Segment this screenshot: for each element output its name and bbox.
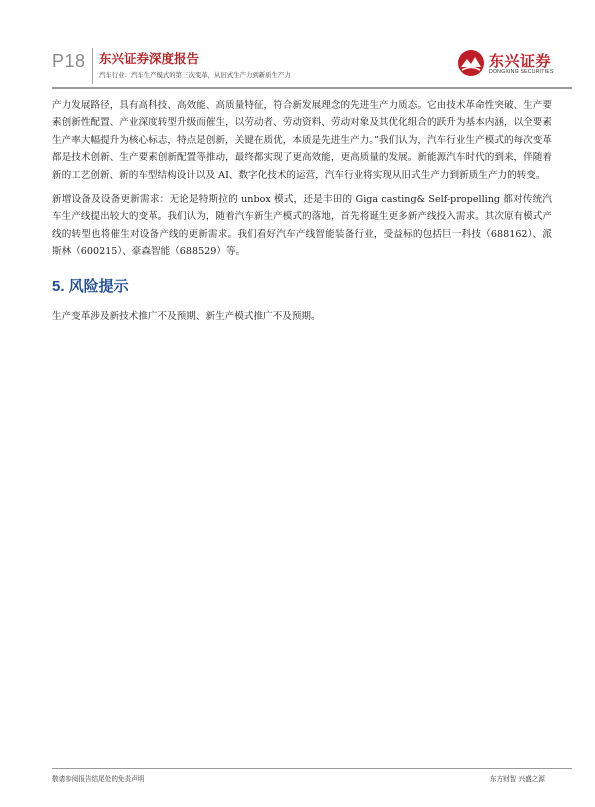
header-divider — [92, 48, 93, 84]
page-number: P18 — [52, 51, 86, 71]
page-header — [0, 0, 595, 92]
logo-name-cn: 东兴证券 — [489, 52, 552, 70]
logo-mark-icon — [457, 49, 485, 77]
logo-name-en: DONGXING SECURITIES — [489, 69, 554, 75]
report-body — [52, 97, 552, 332]
body-paragraph: 产力发展路径，具有高科技、高效能、高质量特征，符合新发展理念的先进生产力质态。它由技术革命性突破、生产要素创新性配置、产业深度转型升级而催生，以劳动者、劳动资料、劳动对象及其优化组合的跃升为基本内涵，以全要素生产率大幅提升为核心标志，特点是创新，关键在质优，本质是先进生产力。”我们认为，汽车行业生产模式的每次变革都是技术创新、生产要素创新配置等推动，最终都实现了更高效能，更高质量的发展。新能源汽车时代的到来，伴随着新的工艺创新、新的车型结构设计以及 AI、数字化技术的运营，汽车行业将实现从旧式生产力到新质生产力的转变。 — [52, 100, 552, 181]
company-logo — [457, 49, 571, 79]
report-title: 东兴证券深度报告 — [99, 51, 200, 66]
footer-slogan: 东方财智 兴盛之源 — [490, 775, 545, 783]
section-heading: 5. 风险提示 — [52, 277, 129, 295]
risk-paragraph: 生产变革涉及新技术推广不及预期、新生产模式推广不及预期。 — [52, 310, 321, 322]
report-subtitle: 汽车行业：汽车生产模式的第三次变革，从旧式生产力到新质生产力 — [99, 71, 291, 79]
header-rule — [52, 87, 572, 89]
footer-rule — [52, 768, 572, 769]
body-paragraph: 新增设备及设备更新需求：无论是特斯拉的 unbox 模式，还是丰田的 Giga casting& Self-propelling 都对传统汽车生产线提出较大的变革。我们认为，随着汽车新生产模式的落地，首先将诞生更多新产线投入需求。其次原有模式产线的转型也将催生对设备产线的更新需求。我们看好汽车产线智能装备行业，受益标的包括巨一科技（688162）、派斯林（600215）、豪森智能（688529）等。 — [52, 194, 552, 258]
disclaimer-note: 敬请参阅报告结尾处的免责声明 — [52, 775, 145, 783]
